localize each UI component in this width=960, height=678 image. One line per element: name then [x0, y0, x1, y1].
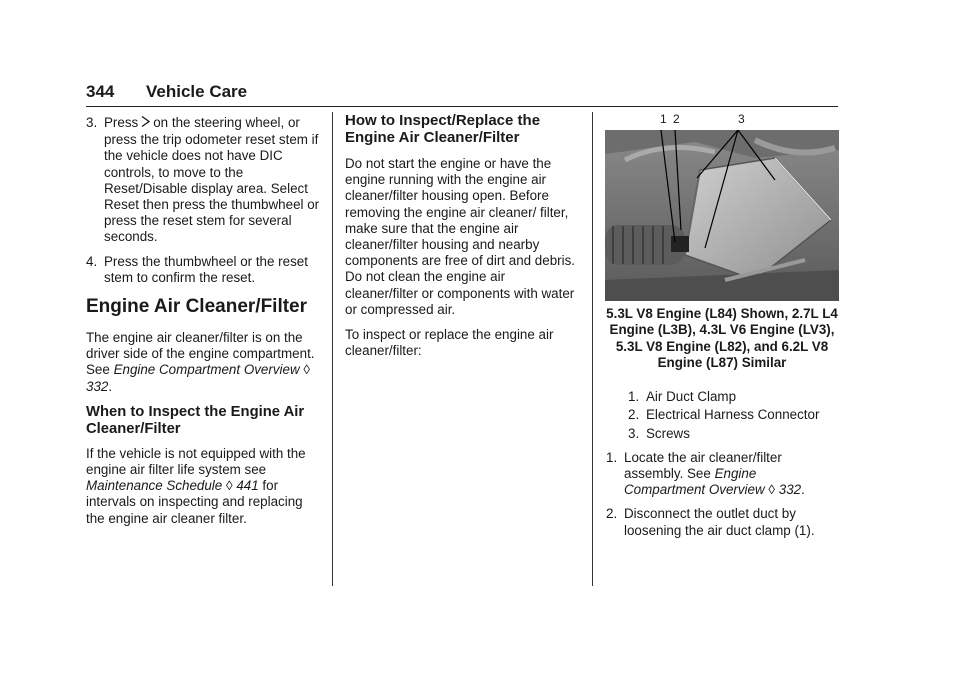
cross-reference-link[interactable]: Engine Compartment Overview — [624, 466, 765, 498]
list-item: 2. Electrical Harness Connector — [628, 407, 820, 423]
cross-reference-link[interactable]: Engine Compartment Overview — [113, 362, 300, 378]
step-number: 4. — [86, 253, 98, 269]
column-left — [86, 115, 322, 536]
list-item: 3. Screws — [628, 425, 690, 441]
list-item — [606, 506, 838, 538]
callout-label: 1 — [660, 112, 667, 126]
step-text: on the steering wheel, or press the trip odometer reset stem if the vehicle does not have DIC controls, to move to the Reset/Disable display area. Select Reset then press the thumbwheel or press the reset stem for several seconds. — [104, 115, 320, 245]
warning-paragraph: Do not start the engine or have the engine running with the engine air cleaner/filter housing open. Before removing the engine air cleaner/ filter, make sure that the engine air cleaner/filter housing and nearby components are free of dirt and debris. Do not clean the engine air cleaner/filter or components with water or compressed air. — [345, 156, 576, 317]
list-item: 1. Locate the air cleaner/filter assembly. See Engine Compartment Overview ◊ 332. — [606, 449, 805, 498]
when-paragraph: If the vehicle is not equipped with the engine air filter life system see Maintenance Schedule ◊ 441 for intervals on inspecting and replacing the engine air cleaner filter. — [86, 445, 306, 526]
column-divider — [592, 112, 593, 586]
instruction-paragraph: To inspect or replace the engine air cleaner/filter: — [345, 327, 554, 359]
list-item — [86, 115, 322, 246]
figure-caption: 5.3L V8 Engine (L84) Shown, 2.7L L4 Engine (L3B), 4.3L V6 Engine (LV3), 5.3L V8 Engine (L82), and 6.2L V8 Engine (L87) Similar — [606, 306, 838, 370]
column-middle — [345, 112, 577, 368]
callout-label: 2 — [673, 112, 680, 126]
engine-air-filter-photo — [605, 130, 839, 301]
page-ref-icon: ◊ — [303, 362, 310, 378]
list-item — [86, 254, 322, 286]
page-ref-icon: ◊ — [225, 478, 233, 494]
page-ref-number[interactable]: 441 — [236, 478, 259, 494]
section-title: Vehicle Care — [146, 82, 248, 101]
right-chevron-icon — [141, 118, 150, 130]
column-divider — [332, 112, 333, 586]
page-header — [86, 82, 838, 107]
column-right — [606, 306, 838, 547]
step-number: 3. — [86, 115, 98, 130]
step-number: 2. — [606, 506, 618, 522]
section-heading: Engine Air Cleaner/Filter — [86, 296, 308, 318]
callout-label: 3 — [738, 112, 745, 126]
intro-paragraph: The engine air cleaner/filter is on the driver side of the engine compartment. See Engine Compartment Overview ◊ 332. — [86, 330, 315, 394]
page-ref-number[interactable]: 332 — [86, 378, 109, 394]
step-text: Press the thumbwheel or the reset stem to confirm the reset. — [104, 253, 308, 285]
step-text-pre: Press — [104, 115, 139, 130]
step-number: 1. — [606, 449, 618, 465]
list-item: 1. Air Duct Clamp — [628, 389, 737, 405]
page-ref-number[interactable]: 332 — [778, 482, 802, 498]
callout-legend — [606, 389, 838, 442]
subsection-heading: How to Inspect/Replace the Engine Air Cleaner/Filter — [345, 112, 541, 146]
page-ref-icon: ◊ — [768, 482, 776, 498]
cross-reference-link[interactable]: Maintenance Schedule — [86, 478, 223, 494]
step-text: Disconnect the outlet duct by loosening the air duct clamp (1). — [624, 506, 815, 538]
subsection-heading: When to Inspect the Engine Air Cleaner/Filter — [86, 403, 305, 437]
page-number: 344 — [86, 82, 115, 101]
